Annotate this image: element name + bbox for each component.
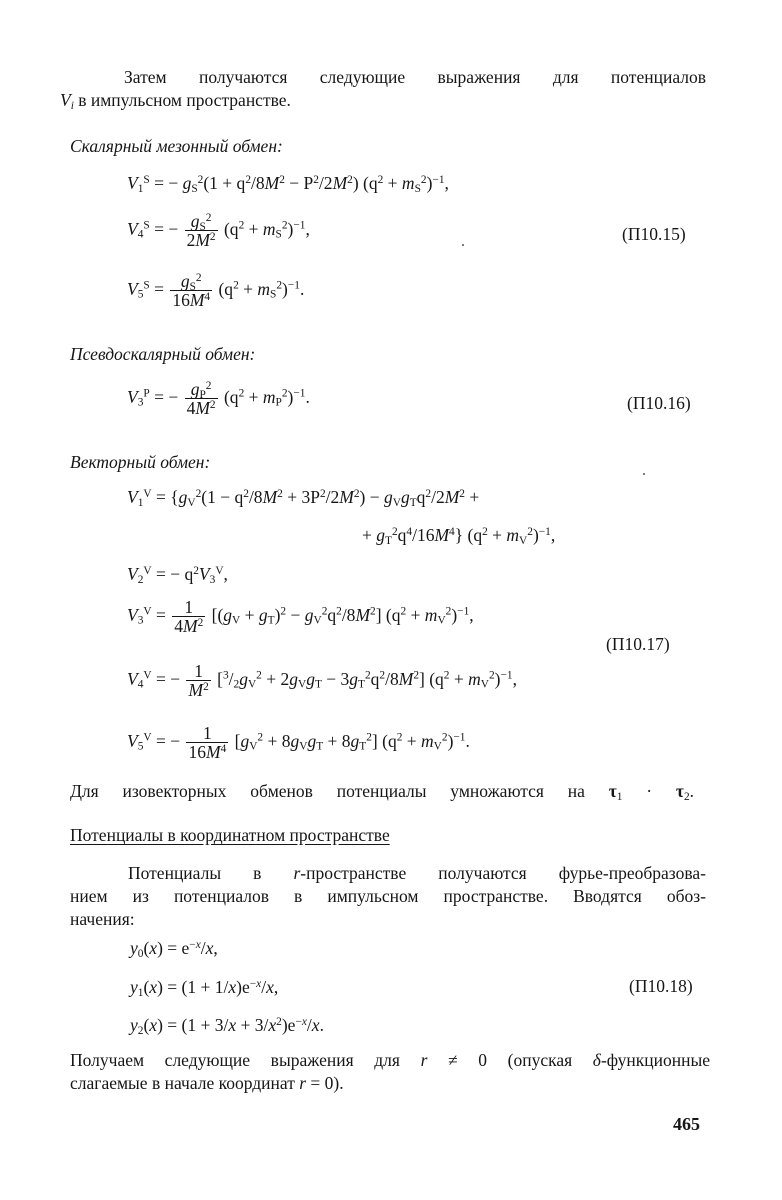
heading-pseudoscalar-exchange: Псевдоскалярный обмен: [70, 344, 256, 364]
page-number: 465 [673, 1114, 700, 1134]
heading-vector-exchange: Векторный обмен: [70, 452, 211, 472]
final-line-1-start: Получаем следующие выражения для [70, 1050, 400, 1070]
scan-speck [462, 244, 464, 246]
equation-number-15: (П10.15) [622, 224, 686, 244]
coord-line-1-rest: -пространстве получаются фурье-преобразова- [300, 863, 706, 883]
final-paragraph [70, 1049, 710, 1095]
intro-line-1: Затем получаются следующие выражения для потенциалов [124, 67, 706, 87]
coord-line-3: начения: [70, 909, 135, 929]
equation-v3-pseudoscalar: $V_3^P$ = − $\frac{g_P^2}{4M^2}$ $(q^2 + m_P^2)^{-1}$. [127, 379, 310, 419]
equation-v4-scalar: $V_4^S$ = − $\frac{g_S^2}{2M^2}$ $(q^2 + m_S^2)^{-1}$, [127, 211, 310, 251]
equation-y0: $y_0(x) = e^{-x}/x$, [130, 938, 218, 960]
final-line-2: слагаемые в начале координат r = 0). [70, 1073, 344, 1093]
heading-scalar-exchange: Скалярный мезонный обмен: [70, 136, 283, 156]
scan-speck [643, 473, 645, 475]
intro-line-2: $V_i$ в импульсном пространстве. [60, 90, 291, 112]
equation-v1-scalar: $V_1^S$ = − $g_S^2(1 + q^2/8M^2 - P^2/2M^2) (q^2 + m_S^2)^{-1}$, [127, 173, 449, 195]
equation-v4-vector: $V_4^V$ = − $\frac{1}{M^2}$ $[^3/_2g_V^2 + 2g_Vg_T - 3g_T^2q^2/8M^2] (q^2 + m_V^2)^{-1}$, [127, 661, 517, 701]
isovector-note [70, 780, 694, 803]
intro-paragraph [60, 66, 706, 112]
coordinate-space-paragraph [70, 862, 706, 931]
coord-line-2: нием из потенциалов в импульсном пространстве. Вводятся обоз- [70, 886, 706, 906]
equation-v3-vector: $V_3^V$ = $\frac{1}{4M^2}$ $[(g_V + g_T)^2 - g_V^2q^2/8M^2] (q^2 + m_V^2)^{-1}$, [127, 597, 474, 637]
equation-v1-vector-continued: + $g_T^2q^4/16M^4$} $(q^2 + m_V^2)^{-1}$, [362, 525, 556, 547]
equation-number-17: (П10.17) [606, 634, 670, 654]
equation-v1-vector: $V_1^V = \{g_V^2(1 - q^2/8M^2 + 3P^2/2M^2) - g_Vg_Tq^2/2M^2$ + [127, 487, 480, 509]
equation-y2: $y_2(x) = (1 + 3/x + 3/x^2)e^{-x}/x$. [130, 1015, 324, 1037]
equation-y1: $y_1(x) = (1 + 1/x)e^{-x}/x$, [130, 977, 279, 999]
coord-line-1: Потенциалы в r-пространстве получаются фурье-преобразова- [128, 863, 706, 883]
isovector-note-text: Для изовекторных обменов потенциалы умножаются на [70, 781, 585, 801]
final-line-1-mid: (опуская [507, 1050, 573, 1070]
final-line-1: Получаем следующие выражения для r ≠ 0 (опуская δ-функционные [70, 1050, 711, 1070]
intro-line-2-text: в импульсном пространстве. [78, 90, 291, 110]
equation-number-18: (П10.18) [629, 976, 693, 996]
isovector-note-line: Для изовекторных обменов потенциалы умножаются на $\tau_1 \cdot \tau_2$. [70, 781, 695, 803]
coord-line-1-start: Потенциалы в [128, 863, 262, 883]
equation-v2-vector: $V_2^V$ = − $q^2V_3^V$, [127, 564, 228, 586]
final-line-1-end: -функционные [600, 1050, 711, 1070]
section-title-coordinate-space: Потенциалы в координатном пространстве [70, 825, 390, 845]
equation-v5-scalar: $V_5^S$ = $\frac{g_S^2}{16M^4}$ $(q^2 + m_S^2)^{-1}$. [127, 271, 305, 311]
equation-number-16: (П10.16) [627, 393, 691, 413]
equation-v5-vector: $V_5^V$ = − $\frac{1}{16M^4}$ $[g_V^2 + 8g_Vg_T + 8g_T^2] (q^2 + m_V^2)^{-1}$. [127, 723, 470, 763]
final-line-2-text: слагаемые в начале координат [70, 1073, 295, 1093]
